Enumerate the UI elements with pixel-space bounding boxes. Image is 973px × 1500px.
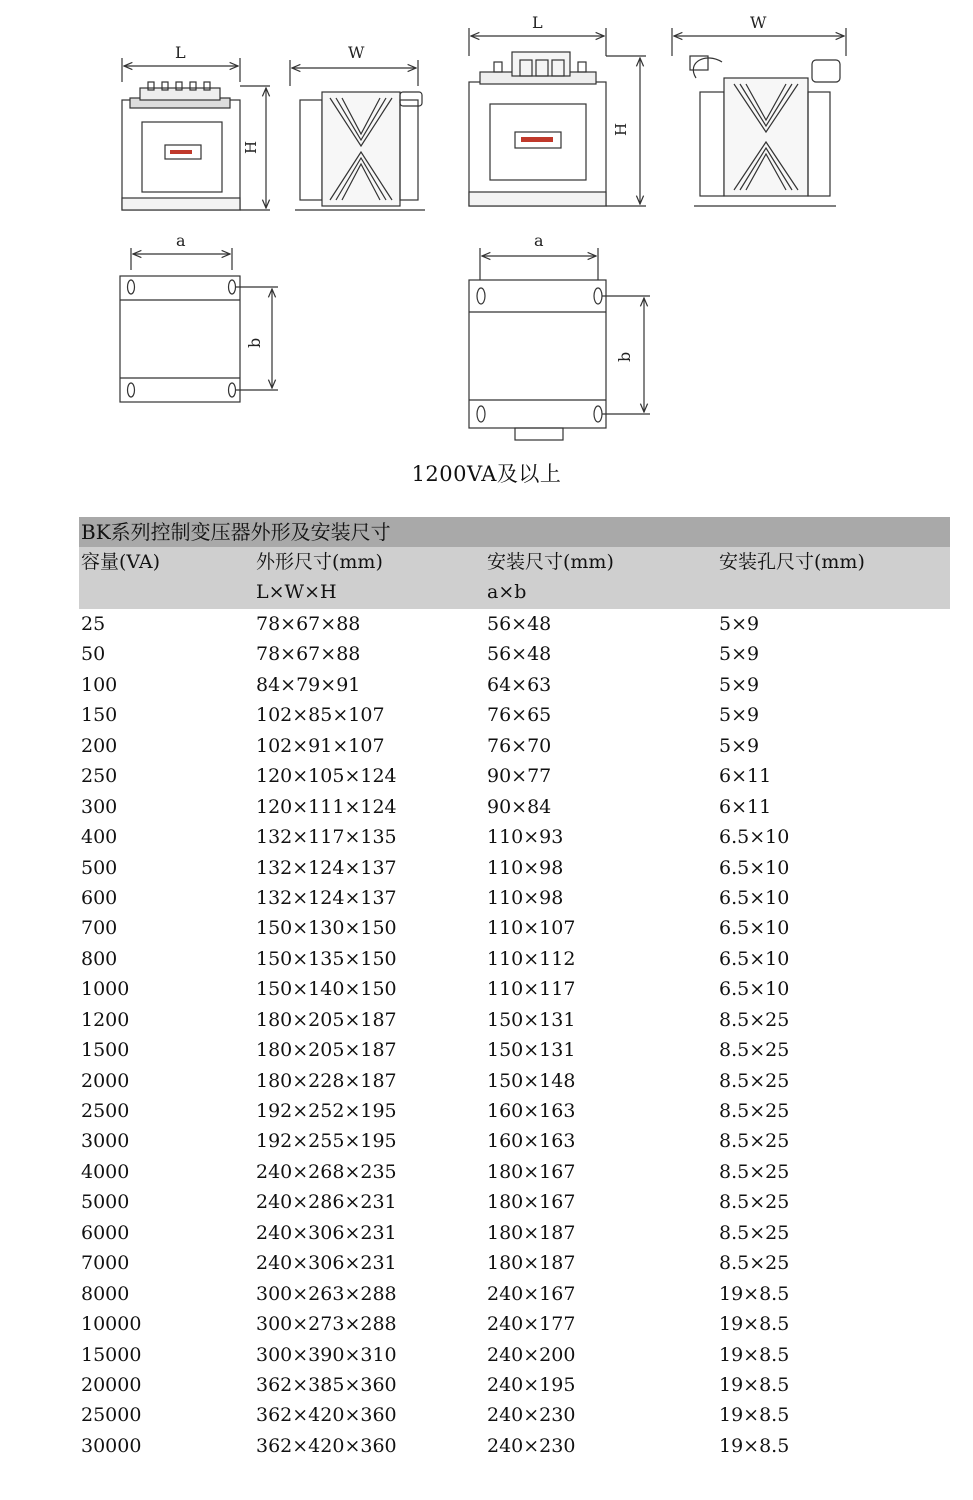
table-row [79, 1218, 950, 1248]
cell-capacity: 1500 [81, 1039, 130, 1062]
table-row [79, 1066, 950, 1096]
header-mounting-formula: a×b [487, 581, 527, 603]
table-row [79, 944, 950, 974]
cell-hole: 19×8.5 [719, 1343, 790, 1366]
cell-outline: 132×117×135 [256, 826, 397, 849]
cell-hole: 6.5×10 [719, 947, 790, 970]
cell-capacity: 150 [81, 704, 118, 727]
cell-hole: 5×9 [719, 643, 760, 666]
header-outline-formula: L×W×H [256, 581, 337, 603]
cell-hole: 5×9 [719, 613, 760, 635]
large-mounting-dim-a: a [534, 231, 544, 250]
cell-outline: 150×135×150 [256, 947, 397, 970]
cell-mounting: 240×200 [487, 1343, 576, 1366]
spec-table [79, 517, 950, 1461]
transformer-drawings [0, 0, 973, 500]
cell-hole: 8.5×25 [719, 1160, 790, 1183]
table-row [79, 1340, 950, 1370]
cell-hole: 8.5×25 [719, 1130, 790, 1153]
cell-outline: 240×268×235 [256, 1160, 397, 1183]
large-mounting-view [469, 248, 650, 440]
cell-mounting: 150×131 [487, 1008, 576, 1031]
cell-capacity: 4000 [81, 1160, 130, 1183]
cell-mounting: 110×107 [487, 917, 576, 940]
cell-hole: 8.5×25 [719, 1039, 790, 1062]
small-front-dim-H: H [242, 140, 260, 154]
cell-hole: 19×8.5 [719, 1373, 790, 1396]
cell-mounting: 180×187 [487, 1252, 576, 1275]
cell-hole: 6.5×10 [719, 978, 790, 1001]
cell-hole: 6.5×10 [719, 826, 790, 849]
cell-outline: 240×306×231 [256, 1221, 397, 1244]
cell-capacity: 2000 [81, 1069, 130, 1092]
cell-hole: 5×9 [719, 704, 760, 727]
cell-outline: 120×111×124 [256, 795, 397, 818]
cell-outline: 300×263×288 [256, 1282, 397, 1305]
cell-outline: 102×85×107 [256, 704, 385, 727]
table-row [79, 883, 950, 913]
cell-capacity: 50 [81, 643, 106, 666]
large-unit-caption: 1200VA及以上 [411, 462, 562, 486]
cell-outline: 362×420×360 [256, 1434, 397, 1457]
cell-mounting: 240×195 [487, 1373, 576, 1396]
table-row [79, 792, 950, 822]
cell-mounting: 180×167 [487, 1191, 576, 1214]
cell-hole: 19×8.5 [719, 1313, 790, 1336]
cell-hole: 5×9 [719, 673, 760, 696]
cell-mounting: 240×167 [487, 1282, 576, 1305]
cell-capacity: 250 [81, 765, 118, 788]
table-row [79, 1248, 950, 1278]
table-row [79, 670, 950, 700]
cell-outline: 150×140×150 [256, 978, 397, 1001]
table-row [79, 853, 950, 883]
small-side-view [290, 60, 425, 210]
cell-hole: 8.5×25 [719, 1252, 790, 1275]
cell-outline: 240×306×231 [256, 1252, 397, 1275]
cell-capacity: 200 [81, 734, 118, 757]
cell-capacity: 1200 [81, 1008, 130, 1031]
cell-capacity: 8000 [81, 1282, 130, 1305]
cell-mounting: 110×98 [487, 886, 564, 909]
cell-hole: 19×8.5 [719, 1282, 790, 1305]
large-front-view [469, 28, 646, 206]
cell-capacity: 25 [81, 613, 106, 635]
cell-outline: 300×273×288 [256, 1313, 397, 1336]
table-row [79, 822, 950, 852]
cell-capacity: 10000 [81, 1313, 142, 1336]
cell-mounting: 160×163 [487, 1130, 576, 1153]
cell-mounting: 180×187 [487, 1221, 576, 1244]
cell-capacity: 500 [81, 856, 118, 879]
small-mounting-view [120, 248, 278, 402]
table-row [79, 1157, 950, 1187]
cell-outline: 300×390×310 [256, 1343, 397, 1366]
table-row [79, 1126, 950, 1156]
cell-hole: 6.5×10 [719, 917, 790, 940]
cell-mounting: 110×93 [487, 826, 564, 849]
cell-capacity: 15000 [81, 1343, 142, 1366]
cell-capacity: 600 [81, 886, 118, 909]
cell-outline: 180×205×187 [256, 1039, 397, 1062]
small-mounting-dim-b: b [245, 337, 264, 348]
cell-mounting: 150×148 [487, 1069, 576, 1092]
cell-capacity: 2500 [81, 1100, 130, 1122]
cell-outline: 78×67×88 [256, 643, 361, 666]
cell-capacity: 20000 [81, 1373, 142, 1396]
cell-capacity: 100 [81, 673, 118, 696]
table-row [79, 1370, 950, 1400]
cell-outline: 362×420×360 [256, 1404, 397, 1427]
cell-capacity: 7000 [81, 1252, 130, 1275]
cell-capacity: 6000 [81, 1221, 130, 1244]
cell-mounting: 240×230 [487, 1434, 576, 1457]
cell-capacity: 3000 [81, 1130, 130, 1153]
cell-hole: 8.5×25 [719, 1100, 790, 1122]
table-row [79, 1035, 950, 1065]
cell-mounting: 110×98 [487, 856, 564, 879]
table-body [79, 609, 950, 1461]
header-hole: 安装孔尺寸(mm) [719, 551, 865, 573]
large-side-view [672, 28, 846, 206]
cell-hole: 19×8.5 [719, 1404, 790, 1427]
cell-mounting: 90×84 [487, 795, 552, 818]
cell-mounting: 180×167 [487, 1160, 576, 1183]
cell-mounting: 110×117 [487, 978, 576, 1001]
cell-hole: 5×9 [719, 734, 760, 757]
cell-capacity: 800 [81, 947, 118, 970]
table-row [79, 1400, 950, 1430]
cell-outline: 362×385×360 [256, 1373, 397, 1396]
cell-mounting: 56×48 [487, 643, 552, 666]
cell-capacity: 700 [81, 917, 118, 940]
cell-outline: 78×67×88 [256, 613, 361, 635]
header-mounting: 安装尺寸(mm) [487, 551, 614, 573]
small-side-dim-W: W [348, 43, 365, 62]
table-row [79, 974, 950, 1004]
table-row [79, 700, 950, 730]
cell-capacity: 1000 [81, 978, 130, 1001]
cell-hole: 8.5×25 [719, 1069, 790, 1092]
table-title: BK系列控制变压器外形及安装尺寸 [79, 517, 950, 547]
table-row [79, 913, 950, 943]
cell-mounting: 64×63 [487, 673, 552, 696]
cell-mounting: 240×177 [487, 1313, 576, 1336]
cell-hole: 6×11 [719, 795, 772, 818]
table-row [79, 609, 950, 639]
table-header [79, 547, 950, 609]
table-row [79, 731, 950, 761]
table-row [79, 761, 950, 791]
cell-outline: 180×228×187 [256, 1069, 397, 1092]
cell-mounting: 76×70 [487, 734, 552, 757]
table-row [79, 1096, 950, 1126]
cell-hole: 8.5×25 [719, 1008, 790, 1031]
header-outline: 外形尺寸(mm) [256, 551, 383, 573]
cell-outline: 132×124×137 [256, 886, 397, 909]
large-side-dim-W: W [750, 13, 767, 32]
cell-outline: 150×130×150 [256, 917, 397, 940]
cell-capacity: 300 [81, 795, 118, 818]
cell-mounting: 160×163 [487, 1100, 576, 1122]
cell-hole: 6.5×10 [719, 856, 790, 879]
cell-capacity: 25000 [81, 1404, 142, 1427]
cell-capacity: 400 [81, 826, 118, 849]
small-front-dim-L: L [175, 43, 186, 62]
table-row [79, 1187, 950, 1217]
header-capacity: 容量(VA) [81, 551, 160, 573]
cell-mounting: 76×65 [487, 704, 552, 727]
cell-outline: 240×286×231 [256, 1191, 397, 1214]
cell-mounting: 110×112 [487, 947, 576, 970]
table-row [79, 1005, 950, 1035]
cell-capacity: 5000 [81, 1191, 130, 1214]
cell-hole: 8.5×25 [719, 1191, 790, 1214]
cell-hole: 8.5×25 [719, 1221, 790, 1244]
cell-capacity: 30000 [81, 1434, 142, 1457]
cell-outline: 84×79×91 [256, 673, 361, 696]
table-row [79, 1279, 950, 1309]
cell-mounting: 56×48 [487, 613, 552, 635]
cell-outline: 192×252×195 [256, 1100, 397, 1122]
cell-mounting: 90×77 [487, 765, 552, 788]
table-row [79, 1431, 950, 1461]
cell-hole: 6.5×10 [719, 886, 790, 909]
large-front-dim-H: H [612, 122, 630, 136]
table-row [79, 639, 950, 669]
cell-hole: 19×8.5 [719, 1434, 790, 1457]
cell-mounting: 150×131 [487, 1039, 576, 1062]
large-front-dim-L: L [532, 13, 543, 32]
small-mounting-dim-a: a [176, 231, 186, 250]
cell-mounting: 240×230 [487, 1404, 576, 1427]
cell-outline: 132×124×137 [256, 856, 397, 879]
cell-outline: 180×205×187 [256, 1008, 397, 1031]
cell-outline: 120×105×124 [256, 765, 397, 788]
cell-outline: 102×91×107 [256, 734, 385, 757]
table-row [79, 1309, 950, 1339]
cell-outline: 192×255×195 [256, 1130, 397, 1153]
large-mounting-dim-b: b [615, 351, 634, 362]
cell-hole: 6×11 [719, 765, 772, 788]
small-front-view [122, 58, 270, 210]
